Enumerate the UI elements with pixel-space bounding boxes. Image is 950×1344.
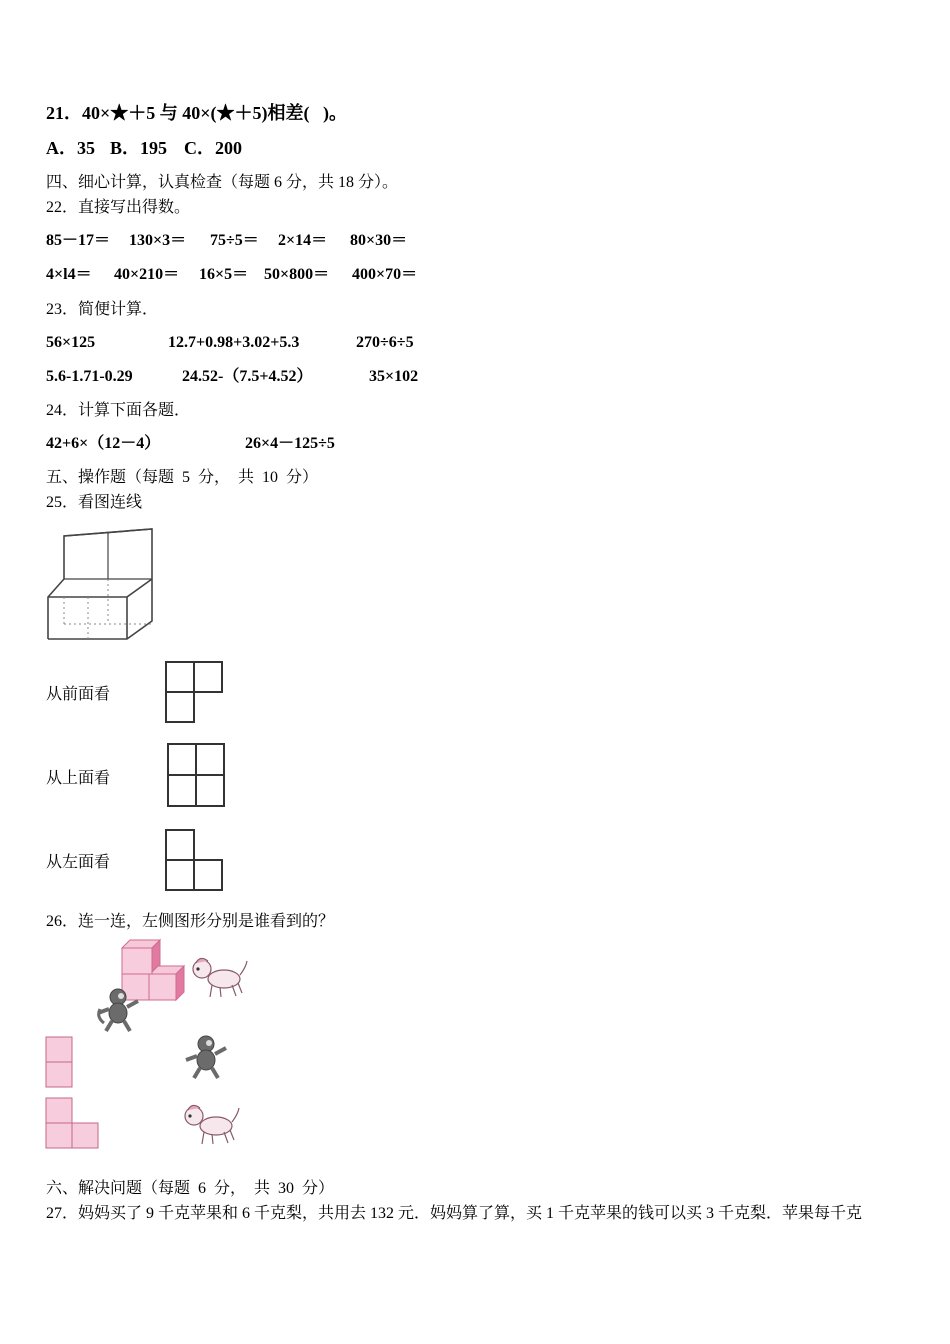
q22-item: 80×30＝ bbox=[350, 232, 408, 249]
q23-stem: 23．简便计算． bbox=[46, 301, 159, 318]
q21-option-b: B．195 bbox=[110, 138, 168, 158]
q22-item: 75÷5＝ bbox=[210, 232, 259, 249]
view-grid-a bbox=[164, 660, 226, 726]
dog-icon bbox=[190, 955, 248, 999]
q23-item: 24.52-（7.5+4.52） bbox=[182, 368, 313, 385]
view-label-top: 从上面看 bbox=[46, 770, 111, 787]
section5-title: 五、操作题（每题 5 分， 共 10 分） bbox=[46, 469, 319, 486]
q22-item: 40×210＝ bbox=[114, 266, 180, 283]
q23-item: 56×125 bbox=[46, 334, 96, 351]
q22-item: 50×800＝ bbox=[264, 266, 330, 283]
q23-item: 5.6-1.71-0.29 bbox=[46, 368, 133, 385]
view-grid-b bbox=[166, 742, 228, 810]
dog-icon bbox=[182, 1102, 240, 1146]
flat-shape-vertical bbox=[45, 1036, 75, 1088]
q21-option-a: A．35 bbox=[46, 138, 95, 158]
q21-stem: 21．40×★＋5 与 40×(★＋5)相差( )。 bbox=[46, 103, 347, 123]
q26-stem: 26．连一连，左侧图形分别是谁看到的？ bbox=[46, 913, 335, 930]
q23-item: 35×102 bbox=[369, 368, 419, 385]
q25-stem: 25．看图连线 bbox=[46, 494, 143, 511]
q23-item: 270÷6÷5 bbox=[356, 334, 414, 351]
view-grid-c bbox=[164, 828, 226, 894]
view-label-front: 从前面看 bbox=[46, 686, 111, 703]
q23-item: 12.7+0.98+3.02+5.3 bbox=[168, 334, 300, 351]
cube-stack-figure bbox=[44, 524, 159, 644]
q24-item: 42+6×（12－4） bbox=[46, 435, 161, 452]
q24-stem: 24．计算下面各题． bbox=[46, 402, 191, 419]
section6-title: 六、解决问题（每题 6 分， 共 30 分） bbox=[46, 1180, 335, 1197]
q22-stem: 22．直接写出得数。 bbox=[46, 199, 191, 216]
q22-item: 16×5＝ bbox=[199, 266, 249, 283]
flat-shape-l bbox=[45, 1097, 99, 1149]
q22-item: 4×l4＝ bbox=[46, 266, 92, 283]
q22-item: 130×3＝ bbox=[129, 232, 187, 249]
view-label-left: 从左面看 bbox=[46, 854, 111, 871]
monkey-icon bbox=[94, 987, 140, 1033]
q21-option-c: C．200 bbox=[184, 138, 242, 158]
q22-item: 400×70＝ bbox=[352, 266, 418, 283]
q27-stem: 27．妈妈买了 9 千克苹果和 6 千克梨，共用去 132 元．妈妈算了算，买 1 千克苹果的钱可以买 3 千克梨．苹果每千克 bbox=[46, 1205, 863, 1222]
monkey-icon bbox=[182, 1034, 228, 1080]
q22-item: 85－17＝ bbox=[46, 232, 111, 249]
section4-title: 四、细心计算，认真检查（每题 6 分，共 18 分）。 bbox=[46, 174, 399, 191]
q22-item: 2×14＝ bbox=[278, 232, 328, 249]
q24-item: 26×4－125÷5 bbox=[245, 435, 335, 452]
